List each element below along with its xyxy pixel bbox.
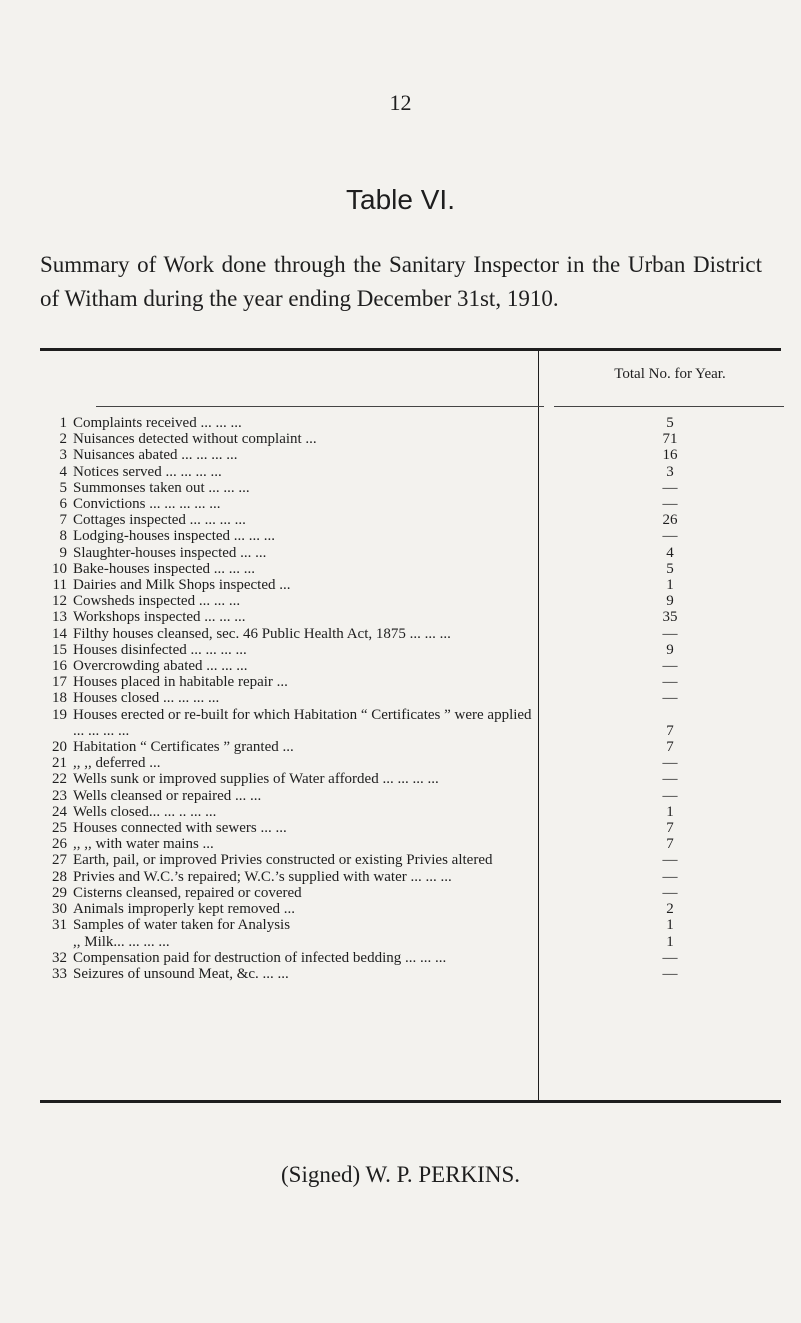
table-row xyxy=(40,755,800,771)
row-number: 12 xyxy=(52,593,67,610)
total-column-header: Total No. for Year. xyxy=(614,366,726,382)
row-number: 14 xyxy=(52,625,67,642)
table-row xyxy=(40,480,800,496)
row-description: Dairies and Milk Shops inspected ... xyxy=(73,577,291,594)
row-description: Samples of water taken for Analysis xyxy=(73,917,291,934)
table-row xyxy=(40,885,800,901)
row-total: 7 xyxy=(666,820,674,837)
row-number: 32 xyxy=(52,949,67,966)
table-row xyxy=(40,707,800,739)
table-row xyxy=(40,447,800,463)
table-row xyxy=(40,496,800,512)
row-total: 3 xyxy=(666,463,674,480)
row-number: 31 xyxy=(52,917,67,934)
row-description: Houses connected with sewers ... ... xyxy=(73,820,287,837)
row-total: — xyxy=(662,690,678,707)
row-number: 17 xyxy=(52,674,67,691)
table-row xyxy=(40,642,800,658)
table-row xyxy=(40,690,800,706)
signature: (Signed) W. P. PERKINS. xyxy=(281,1162,520,1187)
row-description: Cottages inspected ... ... ... ... xyxy=(73,512,246,529)
row-description: Cowsheds inspected ... ... ... xyxy=(73,593,241,610)
row-description: Houses closed ... ... ... ... xyxy=(73,690,220,707)
row-description: Animals improperly kept removed ... xyxy=(73,901,296,918)
row-number: 30 xyxy=(52,901,67,918)
table-row xyxy=(40,464,800,480)
row-total: 35 xyxy=(662,609,678,626)
row-total: 1 xyxy=(666,577,674,594)
row-total: 7 xyxy=(666,836,674,853)
row-number: 2 xyxy=(59,431,67,448)
row-total: 5 xyxy=(666,415,674,431)
row-total: — xyxy=(662,658,678,675)
row-number: 5 xyxy=(59,479,67,496)
row-description: Houses erected or re-built for which Habitation “ Certificates ” were applied ... ... ... ... xyxy=(73,706,532,739)
row-total: 9 xyxy=(666,593,674,610)
row-description: Habitation “ Certificates ” granted ... xyxy=(73,739,294,756)
row-total: 1 xyxy=(666,803,674,820)
row-description: Summonses taken out ... ... ... xyxy=(73,479,250,496)
table-row xyxy=(40,658,800,674)
row-description: ,, Milk... ... ... ... xyxy=(73,933,170,950)
table-title: Table VI. xyxy=(346,184,455,215)
row-number: 33 xyxy=(52,965,67,982)
row-total: — xyxy=(662,674,678,691)
table-row xyxy=(40,934,800,950)
row-total: — xyxy=(662,496,678,513)
row-description: Notices served ... ... ... ... xyxy=(73,463,222,480)
row-number: 23 xyxy=(52,787,67,804)
row-number: 6 xyxy=(59,496,67,513)
row-description: Wells sunk or improved supplies of Water afforded ... ... ... ... xyxy=(73,771,439,788)
row-description: Convictions ... ... ... ... ... xyxy=(73,496,221,513)
header-rule-left xyxy=(96,406,544,407)
row-total: — xyxy=(662,852,678,869)
row-total: — xyxy=(662,625,678,642)
row-total: 7 xyxy=(666,722,674,739)
row-number: 11 xyxy=(52,577,67,594)
table-row xyxy=(40,771,800,787)
row-number: 18 xyxy=(52,690,67,707)
row-total: 1 xyxy=(666,933,674,950)
row-number: 3 xyxy=(59,447,67,464)
table-row xyxy=(40,626,800,642)
table-row xyxy=(40,804,800,820)
row-total: — xyxy=(662,771,678,788)
row-number: 15 xyxy=(52,641,67,658)
row-number: 22 xyxy=(52,771,67,788)
table-top-rule xyxy=(40,348,781,351)
table-row xyxy=(40,950,800,966)
row-description: Filthy houses cleansed, sec. 46 Public Health Act, 1875 ... ... ... xyxy=(73,625,451,642)
table-row xyxy=(40,593,800,609)
row-total: 26 xyxy=(662,512,678,529)
row-total: 9 xyxy=(666,641,674,658)
row-number: 19 xyxy=(52,706,67,723)
row-total: — xyxy=(662,755,678,772)
row-number: 9 xyxy=(59,544,67,561)
row-total: — xyxy=(662,787,678,804)
row-number: 28 xyxy=(52,868,67,885)
row-total: — xyxy=(662,528,678,545)
row-total: 16 xyxy=(662,447,678,464)
row-number: 4 xyxy=(59,463,67,480)
row-description: Nuisances detected without complaint ... xyxy=(73,431,317,448)
table-row xyxy=(40,545,800,561)
row-description: ,, ,, with water mains ... xyxy=(73,836,214,853)
row-total: — xyxy=(662,965,678,982)
table-bottom-rule xyxy=(40,1100,781,1103)
row-description: Privies and W.C.’s repaired; W.C.’s supplied with water ... ... ... xyxy=(73,868,452,885)
row-description: Wells closed... ... .. ... ... xyxy=(73,803,217,820)
row-number: 26 xyxy=(52,836,67,853)
row-number: 1 xyxy=(59,415,67,431)
row-description: Houses placed in habitable repair ... xyxy=(73,674,288,691)
row-description: Nuisances abated ... ... ... ... xyxy=(73,447,238,464)
table-row xyxy=(40,917,800,933)
row-description: Overcrowding abated ... ... ... xyxy=(73,658,248,675)
row-total: 7 xyxy=(666,739,674,756)
table-row xyxy=(40,788,800,804)
row-total: 71 xyxy=(662,431,678,448)
row-number: 27 xyxy=(52,852,67,869)
row-total: 4 xyxy=(666,544,674,561)
row-description: Earth, pail, or improved Privies constructed or existing Privies altered xyxy=(73,852,493,869)
row-description: Bake-houses inspected ... ... ... xyxy=(73,560,256,577)
row-number: 16 xyxy=(52,658,67,675)
table-row xyxy=(40,415,800,431)
row-description: Workshops inspected ... ... ... xyxy=(73,609,246,626)
row-total: — xyxy=(662,884,678,901)
row-description: Compensation paid for destruction of infected bedding ... ... ... xyxy=(73,949,447,966)
table-row xyxy=(40,852,800,868)
row-number: 13 xyxy=(52,609,67,626)
table-row xyxy=(40,820,800,836)
table-row xyxy=(40,901,800,917)
row-total: 5 xyxy=(666,560,674,577)
row-number: 25 xyxy=(52,820,67,837)
row-total: — xyxy=(662,949,678,966)
row-total: — xyxy=(662,868,678,885)
page-number: 12 xyxy=(389,90,412,115)
row-description: Houses disinfected ... ... ... ... xyxy=(73,641,247,658)
table-body xyxy=(40,415,800,982)
header-rule-right xyxy=(554,406,784,407)
row-number: 29 xyxy=(52,884,67,901)
table-row xyxy=(40,561,800,577)
row-number: 20 xyxy=(52,739,67,756)
row-description: Lodging-houses inspected ... ... ... xyxy=(73,528,276,545)
row-total: — xyxy=(662,479,678,496)
row-description: Slaughter-houses inspected ... ... xyxy=(73,544,267,561)
table-row xyxy=(40,869,800,885)
row-number: 21 xyxy=(52,755,67,772)
table-row xyxy=(40,739,800,755)
table-row xyxy=(40,836,800,852)
row-description: Seizures of unsound Meat, &c. ... ... xyxy=(73,965,289,982)
table-row xyxy=(40,609,800,625)
row-number: 10 xyxy=(52,560,67,577)
row-description: Cisterns cleansed, repaired or covered xyxy=(73,884,302,901)
table-row xyxy=(40,528,800,544)
row-description: Wells cleansed or repaired ... ... xyxy=(73,787,262,804)
table-row xyxy=(40,431,800,447)
row-number: 7 xyxy=(59,512,67,529)
table-row xyxy=(40,674,800,690)
summary-text: Summary of Work done through the Sanitary Inspector in the Urban District of Witham during the year ending December 31st, 1910. xyxy=(40,252,762,311)
table-row xyxy=(40,512,800,528)
row-description: ,, ,, deferred ... xyxy=(73,755,161,772)
row-number: 8 xyxy=(59,528,67,545)
row-description: Complaints received ... ... ... xyxy=(73,415,242,431)
row-number: 24 xyxy=(52,803,67,820)
table-row xyxy=(40,966,800,982)
row-total: 2 xyxy=(666,901,674,918)
row-total: 1 xyxy=(666,917,674,934)
table-row xyxy=(40,577,800,593)
